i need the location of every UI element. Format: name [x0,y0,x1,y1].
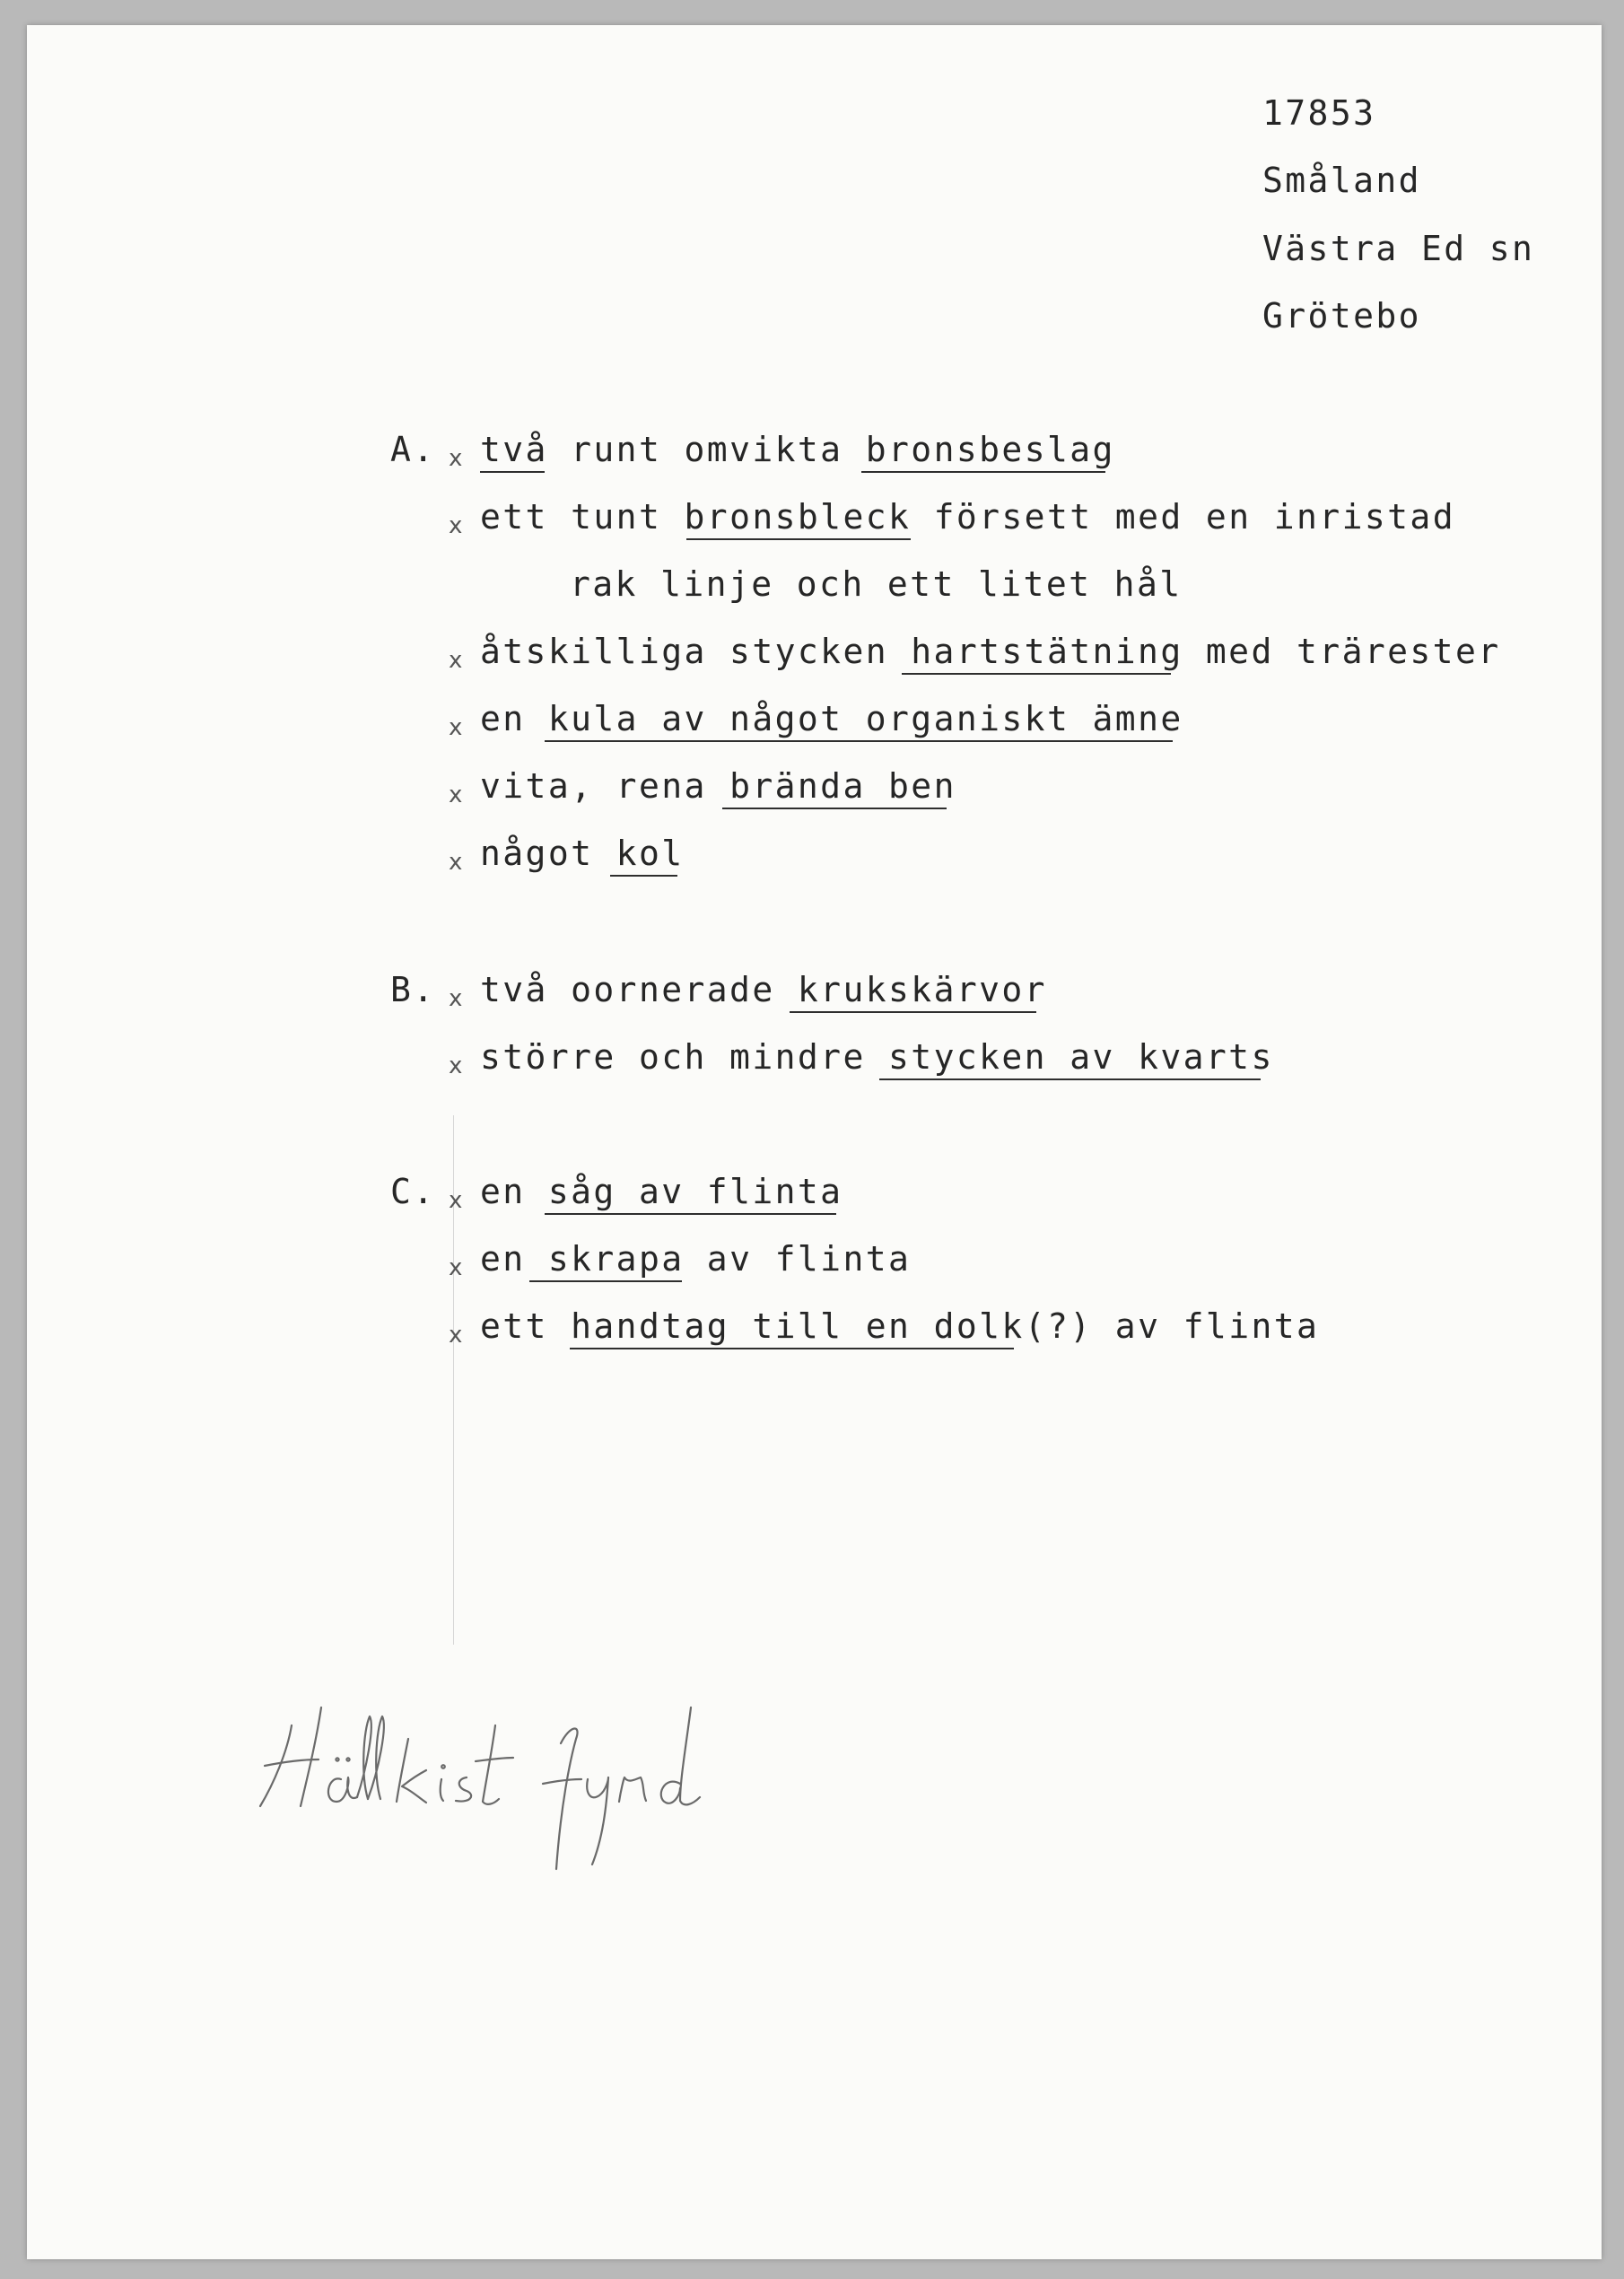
item-text: något [480,834,616,873]
section-c-item-1 [480,1171,843,1212]
item-text: av flinta [684,1239,912,1279]
item-text: vita, rena [480,766,730,806]
underline [790,1011,1036,1013]
section-a-item-2 [480,496,1455,537]
section-a-item-5 [480,765,956,807]
item-text: runt omvikta [547,430,866,469]
catalog-number: 17853 [1262,93,1376,133]
underlined-term: två [480,430,548,469]
tick-mark: x [449,714,463,741]
item-text: större och mindre [480,1037,889,1077]
tick-mark: x [449,849,463,876]
province: Småland [1262,161,1421,200]
underlined-term: krukskärvor [797,970,1047,1009]
tick-mark: x [449,445,463,472]
item-text: med trärester [1183,632,1501,671]
section-a-item-2-continuation: rak linje och ett litet hål [570,564,1183,604]
underlined-term: bronsbleck [684,497,912,537]
item-text: en [480,1239,548,1279]
section-a-item-4 [480,698,1183,739]
section-b-item-2 [480,1036,1274,1078]
underline [861,471,1105,473]
underlined-term: handtag till en dolk [571,1306,1025,1346]
underlined-term: hartstätning [911,632,1183,671]
section-b-item-1 [480,969,1047,1010]
item-text: en [480,1172,548,1211]
underlined-term: kol [616,834,685,873]
underlined-term: stycken av kvarts [888,1037,1274,1077]
tick-mark: x [449,985,463,1012]
underlined-term: såg av flinta [547,1172,843,1211]
underlined-term: brända ben [729,766,956,806]
underlined-term: skrapa [547,1239,685,1279]
item-text: åtskilliga stycken [480,632,912,671]
item-text: en [480,699,548,738]
underline [545,740,1173,742]
item-text: ett [480,1306,572,1346]
tick-mark: x [449,512,463,539]
underlined-term: kula av något organiskt ämne [547,699,1183,738]
item-text: ett tunt [480,497,685,537]
underlined-term: bronsbeslag [865,430,1115,469]
underline [902,673,1171,675]
section-b-letter: B. [390,970,436,1009]
tick-mark: x [449,1322,463,1349]
section-a-letter: A. [390,430,436,469]
underline [879,1078,1261,1080]
section-a-item-6 [480,833,685,874]
place: Grötebo [1262,296,1421,336]
item-text: två oornerade [480,970,798,1009]
section-c-item-2 [480,1238,911,1279]
handwritten-note-signature [251,1690,754,1878]
item-text: försett med en inristad [911,497,1455,537]
section-a-item-1 [480,429,1115,470]
tick-mark: x [449,1187,463,1214]
section-c-item-3 [480,1305,1319,1347]
section-a-item-3 [480,631,1501,672]
underline [480,471,545,473]
item-text: (?) av flinta [1024,1306,1320,1346]
tick-mark: x [449,1052,463,1079]
underline [722,808,947,809]
document-page [27,25,1602,2259]
underline [610,875,677,877]
tick-mark: x [449,781,463,808]
underline [529,1280,682,1282]
underline [545,1213,836,1215]
underline [570,1348,1014,1349]
underline [686,538,911,540]
tick-mark: x [449,1254,463,1281]
parish: Västra Ed sn [1262,229,1535,268]
section-c-letter: C. [390,1172,436,1211]
tick-mark: x [449,647,463,674]
